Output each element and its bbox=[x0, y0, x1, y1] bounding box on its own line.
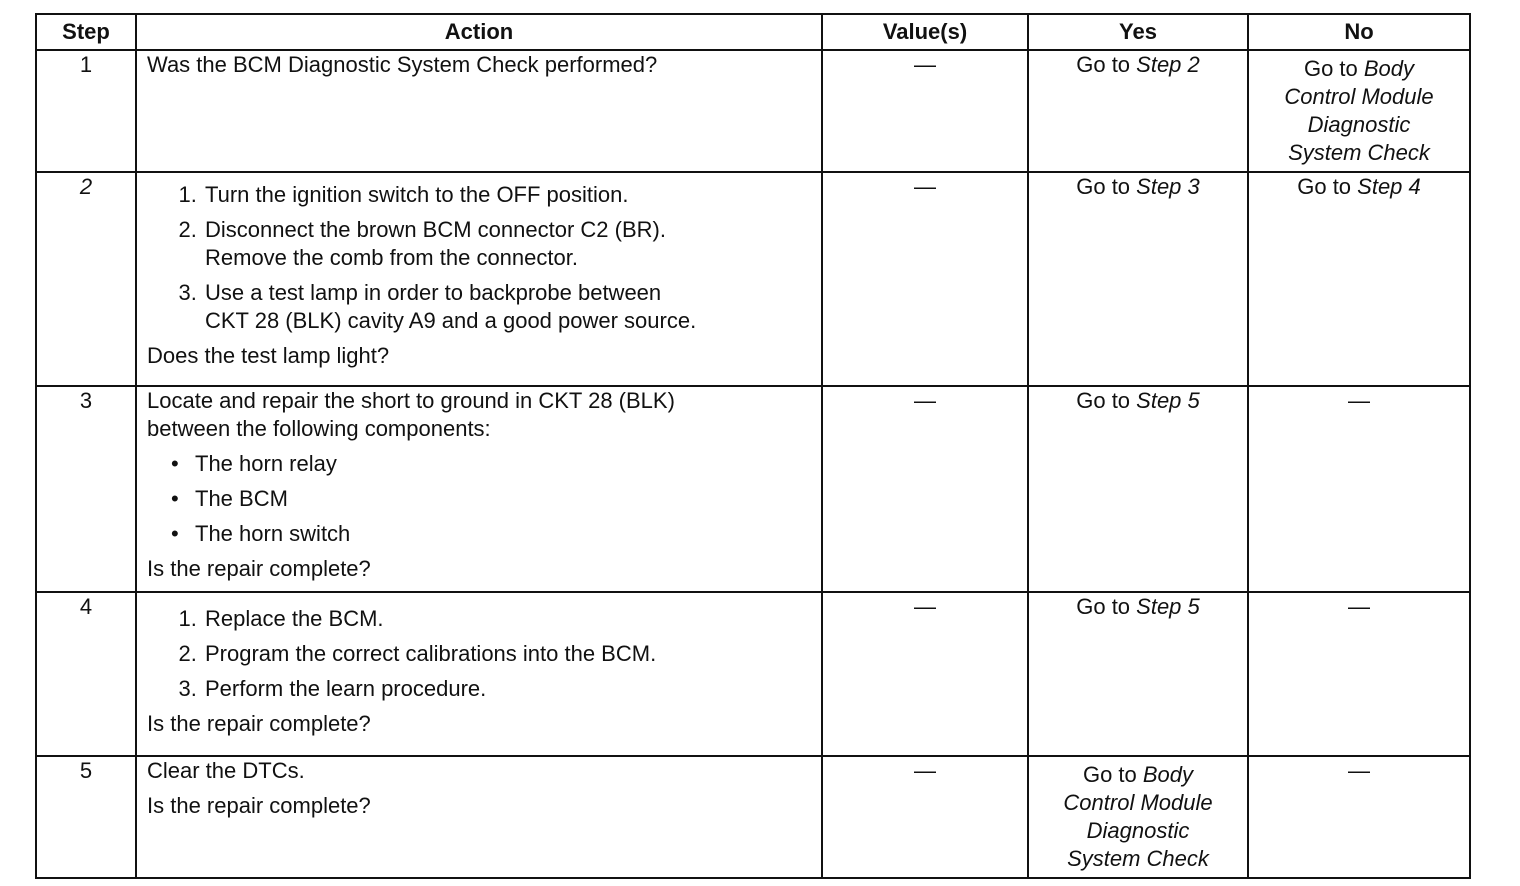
yes-cell bbox=[1028, 50, 1248, 172]
yes-cell bbox=[1028, 756, 1248, 878]
list-item: • The BCM bbox=[195, 485, 811, 513]
yes-prefix: Go to bbox=[1076, 594, 1137, 619]
header-row bbox=[36, 14, 1470, 50]
components-list bbox=[147, 450, 811, 548]
action-cell bbox=[136, 386, 822, 592]
table-row-step-2 bbox=[36, 172, 1470, 386]
list-item bbox=[203, 216, 811, 272]
list-item: 1. Replace the BCM. bbox=[203, 605, 811, 633]
no-link-bcm-check[interactable]: Body bbox=[1363, 56, 1415, 81]
yes-prefix: Go to bbox=[1082, 762, 1143, 787]
value-cell: — bbox=[822, 592, 1028, 756]
no-cell bbox=[1248, 50, 1470, 172]
action-question: Is the repair complete? bbox=[147, 556, 371, 581]
table-row-step-5 bbox=[36, 756, 1470, 878]
yes-link-step-2[interactable]: Step 2 bbox=[1136, 52, 1200, 77]
value-cell: — bbox=[822, 386, 1028, 592]
no-cell: — bbox=[1248, 386, 1470, 592]
table-row-step-4 bbox=[36, 592, 1470, 756]
yes-prefix: Go to bbox=[1076, 52, 1137, 77]
action-intro-line: Locate and repair the short to ground in CKT 28 (BLK) bbox=[147, 388, 675, 413]
list-item: 2. Program the correct calibrations into the BCM. bbox=[203, 640, 811, 668]
no-prefix: Go to bbox=[1303, 56, 1364, 81]
list-item bbox=[203, 279, 811, 335]
header-yes: Yes bbox=[1028, 14, 1248, 50]
action-question: Was the BCM Diagnostic System Check performed? bbox=[147, 52, 658, 77]
yes-link-step-5[interactable]: Step 5 bbox=[1136, 594, 1200, 619]
header-values: Value(s) bbox=[822, 14, 1028, 50]
no-link-bcm-check-line-2[interactable]: Control Module bbox=[1284, 84, 1434, 109]
action-steps-list bbox=[147, 605, 811, 703]
action-question: Is the repair complete? bbox=[147, 711, 371, 736]
action-cell bbox=[136, 50, 822, 172]
yes-link-bcm-check-line-3[interactable]: Diagnostic bbox=[1086, 818, 1190, 843]
step-number: 4 bbox=[36, 592, 136, 756]
yes-cell bbox=[1028, 592, 1248, 756]
list-item-line: CKT 28 (BLK) cavity A9 and a good power source. bbox=[205, 308, 697, 333]
action-cell bbox=[136, 172, 822, 386]
action-intro-line: between the following components: bbox=[147, 416, 491, 441]
no-link-bcm-check-line-4[interactable]: System Check bbox=[1288, 140, 1430, 165]
value-cell: — bbox=[822, 172, 1028, 386]
value-cell: — bbox=[822, 50, 1028, 172]
yes-cell bbox=[1028, 386, 1248, 592]
yes-link-bcm-check-line-2[interactable]: Control Module bbox=[1063, 790, 1213, 815]
yes-link-step-5[interactable]: Step 5 bbox=[1136, 388, 1200, 413]
list-item: • The horn relay bbox=[195, 450, 811, 478]
action-question: Does the test lamp light? bbox=[147, 343, 390, 368]
table-row-step-3 bbox=[36, 386, 1470, 592]
value-cell: — bbox=[822, 756, 1028, 878]
action-steps-list bbox=[147, 181, 811, 335]
header-no: No bbox=[1248, 14, 1470, 50]
yes-link-bcm-check-line-4[interactable]: System Check bbox=[1067, 846, 1209, 871]
action-line: Clear the DTCs. bbox=[147, 758, 305, 783]
list-item-line: 3. Use a test lamp in order to backprobe between bbox=[205, 280, 662, 305]
action-question: Is the repair complete? bbox=[147, 793, 371, 818]
step-number: 5 bbox=[36, 756, 136, 878]
action-cell bbox=[136, 592, 822, 756]
list-item-line: Remove the comb from the connector. bbox=[205, 245, 578, 270]
action-cell bbox=[136, 756, 822, 878]
yes-prefix: Go to bbox=[1076, 388, 1137, 413]
step-number: 1 bbox=[36, 50, 136, 172]
header-step: Step bbox=[36, 14, 136, 50]
table-row-step-1 bbox=[36, 50, 1470, 172]
no-cell bbox=[1248, 172, 1470, 386]
diagnostic-table bbox=[35, 13, 1471, 879]
yes-prefix: Go to bbox=[1076, 174, 1137, 199]
no-cell: — bbox=[1248, 756, 1470, 878]
no-link-bcm-check-line-3[interactable]: Diagnostic bbox=[1307, 112, 1411, 137]
yes-link-bcm-check[interactable]: Body bbox=[1142, 762, 1194, 787]
no-cell: — bbox=[1248, 592, 1470, 756]
yes-link-step-3[interactable]: Step 3 bbox=[1136, 174, 1200, 199]
list-item: 1. Turn the ignition switch to the OFF position. bbox=[203, 181, 811, 209]
list-item: • The horn switch bbox=[195, 520, 811, 548]
header-action: Action bbox=[136, 14, 822, 50]
action-intro bbox=[147, 387, 811, 443]
list-item-line: 2. Disconnect the brown BCM connector C2 (BR). bbox=[205, 217, 666, 242]
list-item: 3. Perform the learn procedure. bbox=[203, 675, 811, 703]
step-number: 3 bbox=[36, 386, 136, 592]
step-number: 2 bbox=[36, 172, 136, 386]
no-prefix: Go to bbox=[1297, 174, 1358, 199]
yes-cell bbox=[1028, 172, 1248, 386]
no-link-step-4[interactable]: Step 4 bbox=[1357, 174, 1421, 199]
